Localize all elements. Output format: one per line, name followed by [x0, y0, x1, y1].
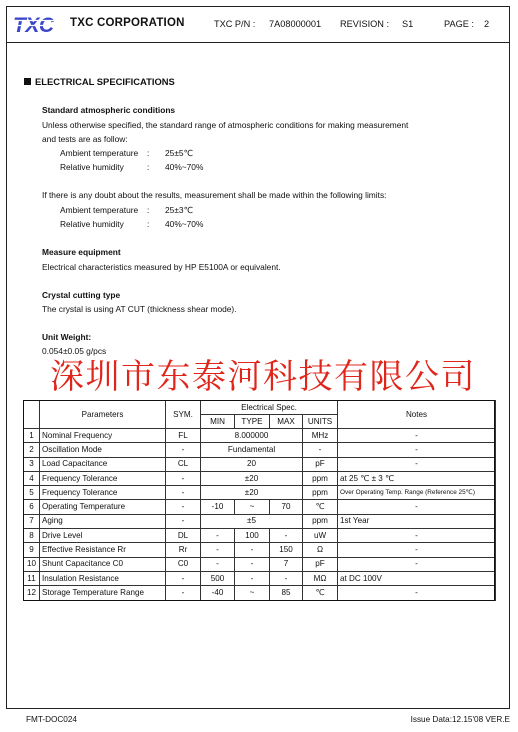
table-row — [24, 514, 496, 528]
row-sym: - — [166, 443, 201, 457]
footer-doc-id: FMT-DOC024 — [26, 715, 77, 724]
bullet-square-icon — [24, 78, 31, 85]
page-label: PAGE : — [444, 19, 474, 29]
measure-text: Electrical characteristics measured by HP E5100A or equivalent. — [42, 262, 281, 272]
row-type: - — [235, 543, 270, 557]
row-type: ~ — [235, 586, 270, 600]
row-type: ~ — [235, 500, 270, 514]
table-row — [24, 486, 496, 500]
company-name: TXC CORPORATION — [70, 17, 185, 29]
row-number: 12 — [24, 586, 40, 600]
row-units: pF — [303, 557, 338, 571]
row-type: - — [235, 557, 270, 571]
row-units: pF — [303, 457, 338, 471]
row-sym: - — [166, 586, 201, 600]
atmospheric-intro-1: Unless otherwise specified, the standard range of atmospheric conditions for making measurement — [42, 120, 409, 130]
company-watermark: 深圳市东泰河科技有限公司 — [50, 357, 476, 397]
row-number: 9 — [24, 543, 40, 557]
row-min: 500 — [201, 571, 235, 585]
row-max: - — [270, 571, 303, 585]
row-spec-value: Fundamental — [201, 443, 303, 457]
row-units: Ω — [303, 543, 338, 557]
row-sym: DL — [166, 529, 201, 543]
row-max: 70 — [270, 500, 303, 514]
row-parameter: Frequency Tolerance — [40, 471, 166, 485]
section-title — [24, 76, 175, 87]
header-sym: SYM. — [166, 401, 201, 429]
row-min: - — [201, 543, 235, 557]
row-parameter: Storage Temperature Range — [40, 586, 166, 600]
revision-label: REVISION : — [340, 19, 390, 29]
atmospheric-intro-2: and tests are as follow: — [42, 134, 128, 144]
txc-logo — [13, 12, 59, 36]
row-type: - — [235, 571, 270, 585]
row-sym: - — [166, 514, 201, 528]
limit-temp-label: Ambient temperature — [60, 205, 139, 215]
table-row — [24, 471, 496, 485]
part-number-label: TXC P/N : — [214, 19, 256, 29]
header-type: TYPE — [235, 415, 270, 429]
row-parameter: Shunt Capacitance C0 — [40, 557, 166, 571]
row-units: ppm — [303, 486, 338, 500]
measure-heading: Measure equipment — [42, 247, 121, 257]
weight-text: 0.054±0.05 g/pcs — [42, 346, 107, 356]
row-max: 7 — [270, 557, 303, 571]
row-parameter: Frequency Tolerance — [40, 486, 166, 500]
row-parameter: Operating Temperature — [40, 500, 166, 514]
row-min: -40 — [201, 586, 235, 600]
row-notes: at 25 ℃ ± 3 ℃ — [338, 471, 496, 485]
table-row — [24, 571, 496, 585]
limit-humidity-sep: : — [147, 219, 150, 229]
row-units: ppm — [303, 514, 338, 528]
footer-issue-date: Issue Data:12.15'08 VER.E — [410, 715, 510, 724]
row-min: -10 — [201, 500, 235, 514]
cutting-heading: Crystal cutting type — [42, 290, 121, 300]
row-notes: - — [338, 529, 496, 543]
row-units: ℃ — [303, 586, 338, 600]
row-number: 7 — [24, 514, 40, 528]
atmospheric-heading: Standard atmospheric conditions — [42, 105, 176, 115]
row-notes: - — [338, 443, 496, 457]
row-number: 8 — [24, 529, 40, 543]
row-parameter: Nominal Frequency — [40, 429, 166, 443]
row-sym: - — [166, 500, 201, 514]
row-number: 10 — [24, 557, 40, 571]
row-number: 1 — [24, 429, 40, 443]
table-row — [24, 557, 496, 571]
header-parameters: Parameters — [40, 401, 166, 429]
row-sym: FL — [166, 429, 201, 443]
table-row — [24, 443, 496, 457]
row-spec-value: 8.000000 — [201, 429, 303, 443]
row-sym: C0 — [166, 557, 201, 571]
row-parameter: Oscillation Mode — [40, 443, 166, 457]
row-type: 100 — [235, 529, 270, 543]
limit-humidity-value: 40%~70% — [165, 219, 204, 229]
row-notes: at DC 100V — [338, 571, 496, 585]
row-number: 11 — [24, 571, 40, 585]
table-row — [24, 457, 496, 471]
table-header-row — [24, 401, 496, 415]
header-min: MIN — [201, 415, 235, 429]
ambient-temp-sep: : — [147, 148, 150, 158]
electrical-spec-table — [23, 400, 496, 601]
row-number: 2 — [24, 443, 40, 457]
row-spec-value: ±20 — [201, 486, 303, 500]
limit-temp-value: 25±3℃ — [165, 205, 193, 215]
row-units: ppm — [303, 471, 338, 485]
page-number: 2 — [484, 19, 490, 29]
row-notes: - — [338, 457, 496, 471]
row-min: - — [201, 529, 235, 543]
ambient-temp-label: Ambient temperature — [60, 148, 139, 158]
row-parameter: Load Capacitance — [40, 457, 166, 471]
row-sym: - — [166, 571, 201, 585]
row-max: - — [270, 529, 303, 543]
table-row — [24, 500, 496, 514]
weight-heading: Unit Weight: — [42, 332, 92, 342]
row-units: MHz — [303, 429, 338, 443]
row-sym: Rr — [166, 543, 201, 557]
row-notes: - — [338, 557, 496, 571]
logo-text: TXC — [13, 14, 54, 36]
header-electrical-spec: Electrical Spec. — [201, 401, 338, 415]
table-row — [24, 543, 496, 557]
row-parameter: Insulation Resistance — [40, 571, 166, 585]
row-spec-value: ±5 — [201, 514, 303, 528]
revision-value: S1 — [402, 19, 414, 29]
row-notes: - — [338, 543, 496, 557]
row-units: MΩ — [303, 571, 338, 585]
row-parameter: Effective Resistance Rr — [40, 543, 166, 557]
row-notes: 1st Year — [338, 514, 496, 528]
row-units: ℃ — [303, 500, 338, 514]
row-number: 6 — [24, 500, 40, 514]
table-row — [24, 529, 496, 543]
row-notes: - — [338, 429, 496, 443]
header-no — [24, 401, 40, 429]
limit-humidity-label: Relative humidity — [60, 219, 124, 229]
header-divider — [6, 42, 510, 43]
row-notes: - — [338, 586, 496, 600]
row-sym: - — [166, 486, 201, 500]
cutting-text: The crystal is using AT CUT (thickness shear mode). — [42, 304, 237, 314]
row-spec-value: ±20 — [201, 471, 303, 485]
header-max: MAX — [270, 415, 303, 429]
row-notes: Over Operating Temp. Range (Reference 25℃) — [338, 486, 496, 500]
row-parameter: Drive Level — [40, 529, 166, 543]
table-row — [24, 429, 496, 443]
ambient-temp-value: 25±5℃ — [165, 148, 193, 158]
row-parameter: Aging — [40, 514, 166, 528]
section-title-text: ELECTRICAL SPECIFICATIONS — [35, 76, 175, 87]
row-units: uW — [303, 529, 338, 543]
limit-temp-sep: : — [147, 205, 150, 215]
row-units: - — [303, 443, 338, 457]
row-max: 150 — [270, 543, 303, 557]
row-spec-value: 20 — [201, 457, 303, 471]
header-units: UNITS — [303, 415, 338, 429]
row-number: 4 — [24, 471, 40, 485]
row-number: 3 — [24, 457, 40, 471]
humidity-label: Relative humidity — [60, 162, 124, 172]
doubt-line: If there is any doubt about the results, measurement shall be made within the following limits: — [42, 190, 387, 200]
humidity-value: 40%~70% — [165, 162, 204, 172]
row-sym: CL — [166, 457, 201, 471]
part-number-value: 7A08000001 — [269, 19, 322, 29]
table-row — [24, 586, 496, 600]
row-max: 85 — [270, 586, 303, 600]
row-min: - — [201, 557, 235, 571]
row-sym: - — [166, 471, 201, 485]
row-notes: - — [338, 500, 496, 514]
humidity-sep: : — [147, 162, 150, 172]
row-number: 5 — [24, 486, 40, 500]
header-notes: Notes — [338, 401, 496, 429]
